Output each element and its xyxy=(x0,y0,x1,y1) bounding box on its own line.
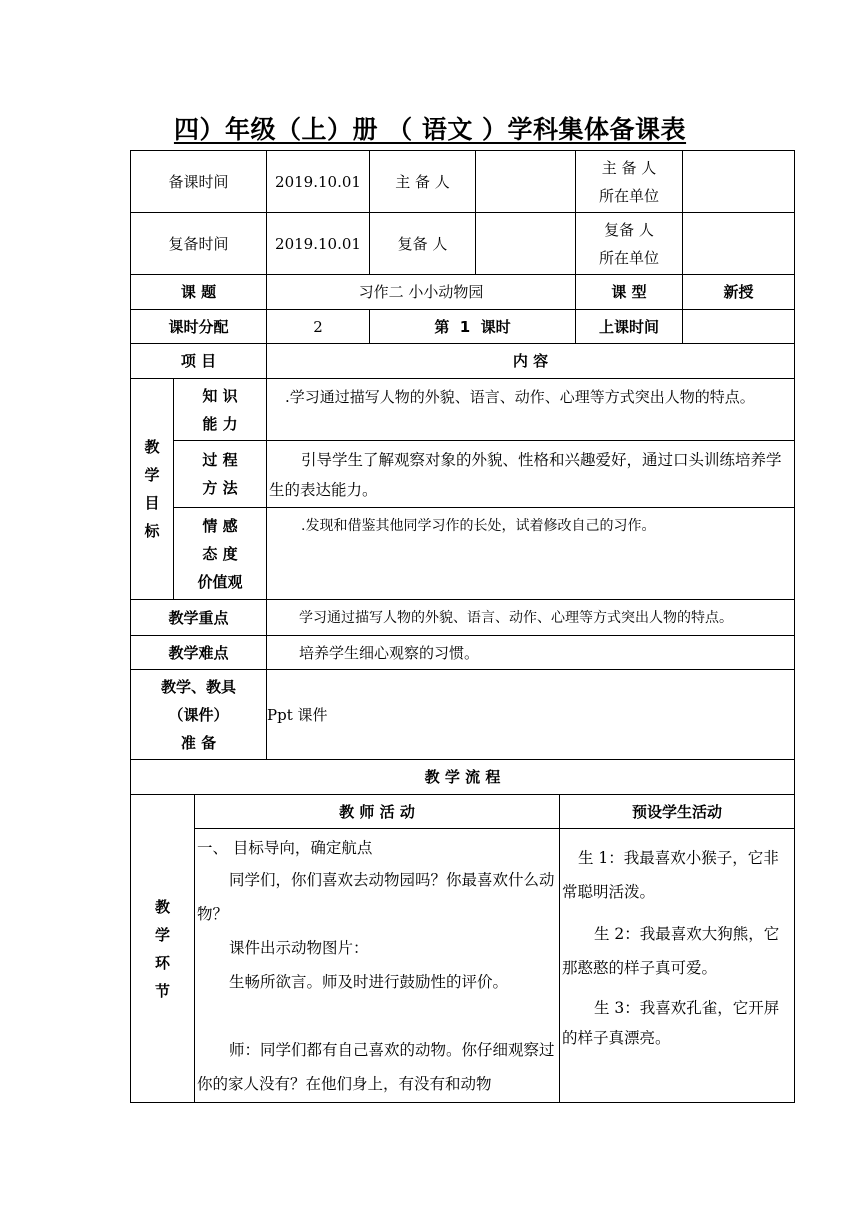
content-header: 内 容 xyxy=(266,343,795,379)
teacher-activity-content xyxy=(194,828,560,1103)
teaching-goals-label: 教 学 目 标 xyxy=(130,378,174,600)
teaching-focus-label: 教学重点 xyxy=(130,599,267,636)
page-title: 四）年级（上）册 （ 语文 ）学科集体备课表 xyxy=(173,115,687,144)
review-time-value: 2019.10.01 xyxy=(266,212,370,275)
teacher-line: 师：同学们都有自己喜欢的动物。你仔细观察过你的家人没有？在他们身上，有没有和动物 xyxy=(197,1041,555,1093)
student-activity-header: 预设学生活动 xyxy=(559,794,795,829)
student-line: 生 1：我最喜欢小猴子，它非常聪明活泼。 xyxy=(562,849,779,901)
prep-time-value: 2019.10.01 xyxy=(266,150,370,213)
review-time-label: 复备时间 xyxy=(130,212,267,275)
lesson-type-value: 新授 xyxy=(682,274,795,310)
period-number: 第 1 课时 xyxy=(369,309,576,344)
item-header: 项 目 xyxy=(130,343,267,379)
teacher-line: 一、 目标导向，确定航点 xyxy=(197,839,373,857)
student-line: 生 2：我最喜欢大狗熊，它那憨憨的样子真可爱。 xyxy=(562,925,780,977)
period-allocation-value: 2 xyxy=(266,309,370,344)
process-method-text: 引导学生了解观察对象的外貌、性格和兴趣爱好，通过口头训练培养学生的表达能力。 xyxy=(266,440,795,508)
prep-time-label: 备课时间 xyxy=(130,150,267,213)
topic-value: 习作二 小小动物园 xyxy=(266,274,576,310)
class-time-value xyxy=(682,309,795,344)
teacher-activity-header: 教 师 活 动 xyxy=(194,794,560,829)
teacher-line: 生畅所欲言。师及时进行鼓励性的评价。 xyxy=(229,973,509,991)
student-line: 生 3：我喜欢孔雀，它开屏的样子真漂亮。 xyxy=(562,999,780,1047)
emotion-attitude-label: 情 感 态 度 价值观 xyxy=(173,507,267,600)
lesson-type-label: 课 型 xyxy=(575,274,683,310)
period-allocation-label: 课时分配 xyxy=(130,309,267,344)
main-preparer-unit-value xyxy=(682,150,795,213)
reviewer-label: 复备 人 xyxy=(369,212,476,275)
main-preparer-value xyxy=(475,150,576,213)
knowledge-ability-label: 知 识 能 力 xyxy=(173,378,267,441)
process-method-label: 过 程 方 法 xyxy=(173,440,267,508)
topic-label: 课 题 xyxy=(130,274,267,310)
reviewer-value xyxy=(475,212,576,275)
student-activity-content xyxy=(559,828,795,1103)
reviewer-unit-value xyxy=(682,212,795,275)
teaching-flow-title: 教 学 流 程 xyxy=(130,759,795,795)
teacher-line: 同学们，你们喜欢去动物园吗？你最喜欢什么动物？ xyxy=(197,871,555,923)
main-preparer-label: 主 备 人 xyxy=(369,150,476,213)
knowledge-ability-text: .学习通过描写人物的外貌、语言、动作、心理等方式突出人物的特点。 xyxy=(266,378,795,441)
class-time-label: 上课时间 xyxy=(575,309,683,344)
teaching-tools-text: Ppt 课件 xyxy=(266,669,795,760)
reviewer-unit-label: 复备 人 所在单位 xyxy=(575,212,683,275)
teaching-difficulty-label: 教学难点 xyxy=(130,635,267,670)
emotion-attitude-text: .发现和借鉴其他同学习作的长处，试着修改自己的习作。 xyxy=(266,507,795,600)
teaching-focus-text: 学习通过描写人物的外貌、语言、动作、心理等方式突出人物的特点。 xyxy=(266,599,795,636)
teaching-tools-label: 教学、教具 （课件） 准 备 xyxy=(130,669,267,760)
teaching-difficulty-text: 培养学生细心观察的习惯。 xyxy=(266,635,795,670)
main-preparer-unit-label: 主 备 人 所在单位 xyxy=(575,150,683,213)
teaching-section-label: 教 学 环 节 xyxy=(130,794,195,1103)
teacher-line: 课件出示动物图片： xyxy=(229,939,369,957)
